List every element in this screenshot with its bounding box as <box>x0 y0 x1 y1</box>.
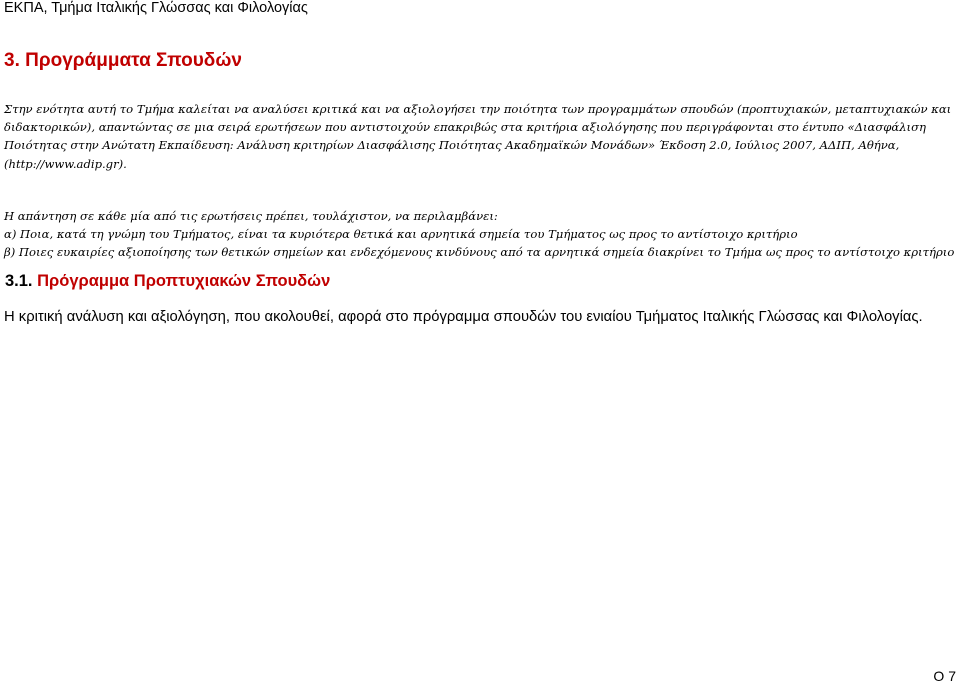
section-title: 3. Προγράμματα Σπουδών <box>4 50 242 71</box>
subsection-title <box>5 272 330 291</box>
question-item-b: β) Ποιες ευκαιρίες αξιοποίησης των θετικών σημείων και ενδεχόμενους κινδύνους από τα αρνητικά σημεία διακρίνει το Τμήμα ως προς το αντίστοιχο κριτήριο <box>4 245 955 259</box>
question-item-a: α) Ποια, κατά τη γνώμη του Τμήματος, είναι τα κυριότερα θετικά και αρνητικά σημεία του Τμήματος ως προς το αντίστοιχο κριτήριο <box>4 227 798 241</box>
page-number: Ο 7 <box>933 668 956 684</box>
subsection-number: 3.1. <box>5 272 33 290</box>
questions-block <box>4 207 954 261</box>
intro-paragraph <box>4 100 956 173</box>
document-header: ΕΚΠΑ, Τμήμα Ιταλικής Γλώσσας και Φιλολογίας <box>4 0 308 16</box>
intro-line: Ποιότητας στην Ανώτατη Εκπαίδευση: Ανάλυση κριτηρίων Διασφάλισης Ποιότητας Ακαδημαϊκών Μονάδων» Έκδοση 2.0, Ιούλιος 2007, ΑΔΙΠ, Αθήνα, <box>4 138 900 153</box>
intro-line: Στην ενότητα αυτή το Τμήμα καλείται να αναλύσει κριτικά και να αξιολογήσει την ποιότητα των προγραμμάτων σπουδών (προπτυχιακών, μεταπτυχιακών και <box>4 102 952 116</box>
subsection-title-text: Πρόγραμμα Προπτυχιακών Σπουδών <box>37 272 331 290</box>
intro-line-link: (http://www.adip.gr). <box>4 156 127 171</box>
intro-line: διδακτορικών), απαντώντας σε μια σειρά ερωτήσεων που αντιστοιχούν επακριβώς στα κριτήρια αξιολόγησης που περιγράφονται στο έντυπο «Διασφάλιση <box>4 120 926 135</box>
body-paragraph: Η κριτική ανάλυση και αξιολόγηση, που ακολουθεί, αφορά στο πρόγραμμα σπουδών του ενιαίου Τμήματος Ιταλικής Γλώσσας και Φιλολογίας. <box>4 309 923 325</box>
questions-lead: Η απάντηση σε κάθε μία από τις ερωτήσεις πρέπει, τουλάχιστον, να περιλαμβάνει: <box>4 209 498 223</box>
